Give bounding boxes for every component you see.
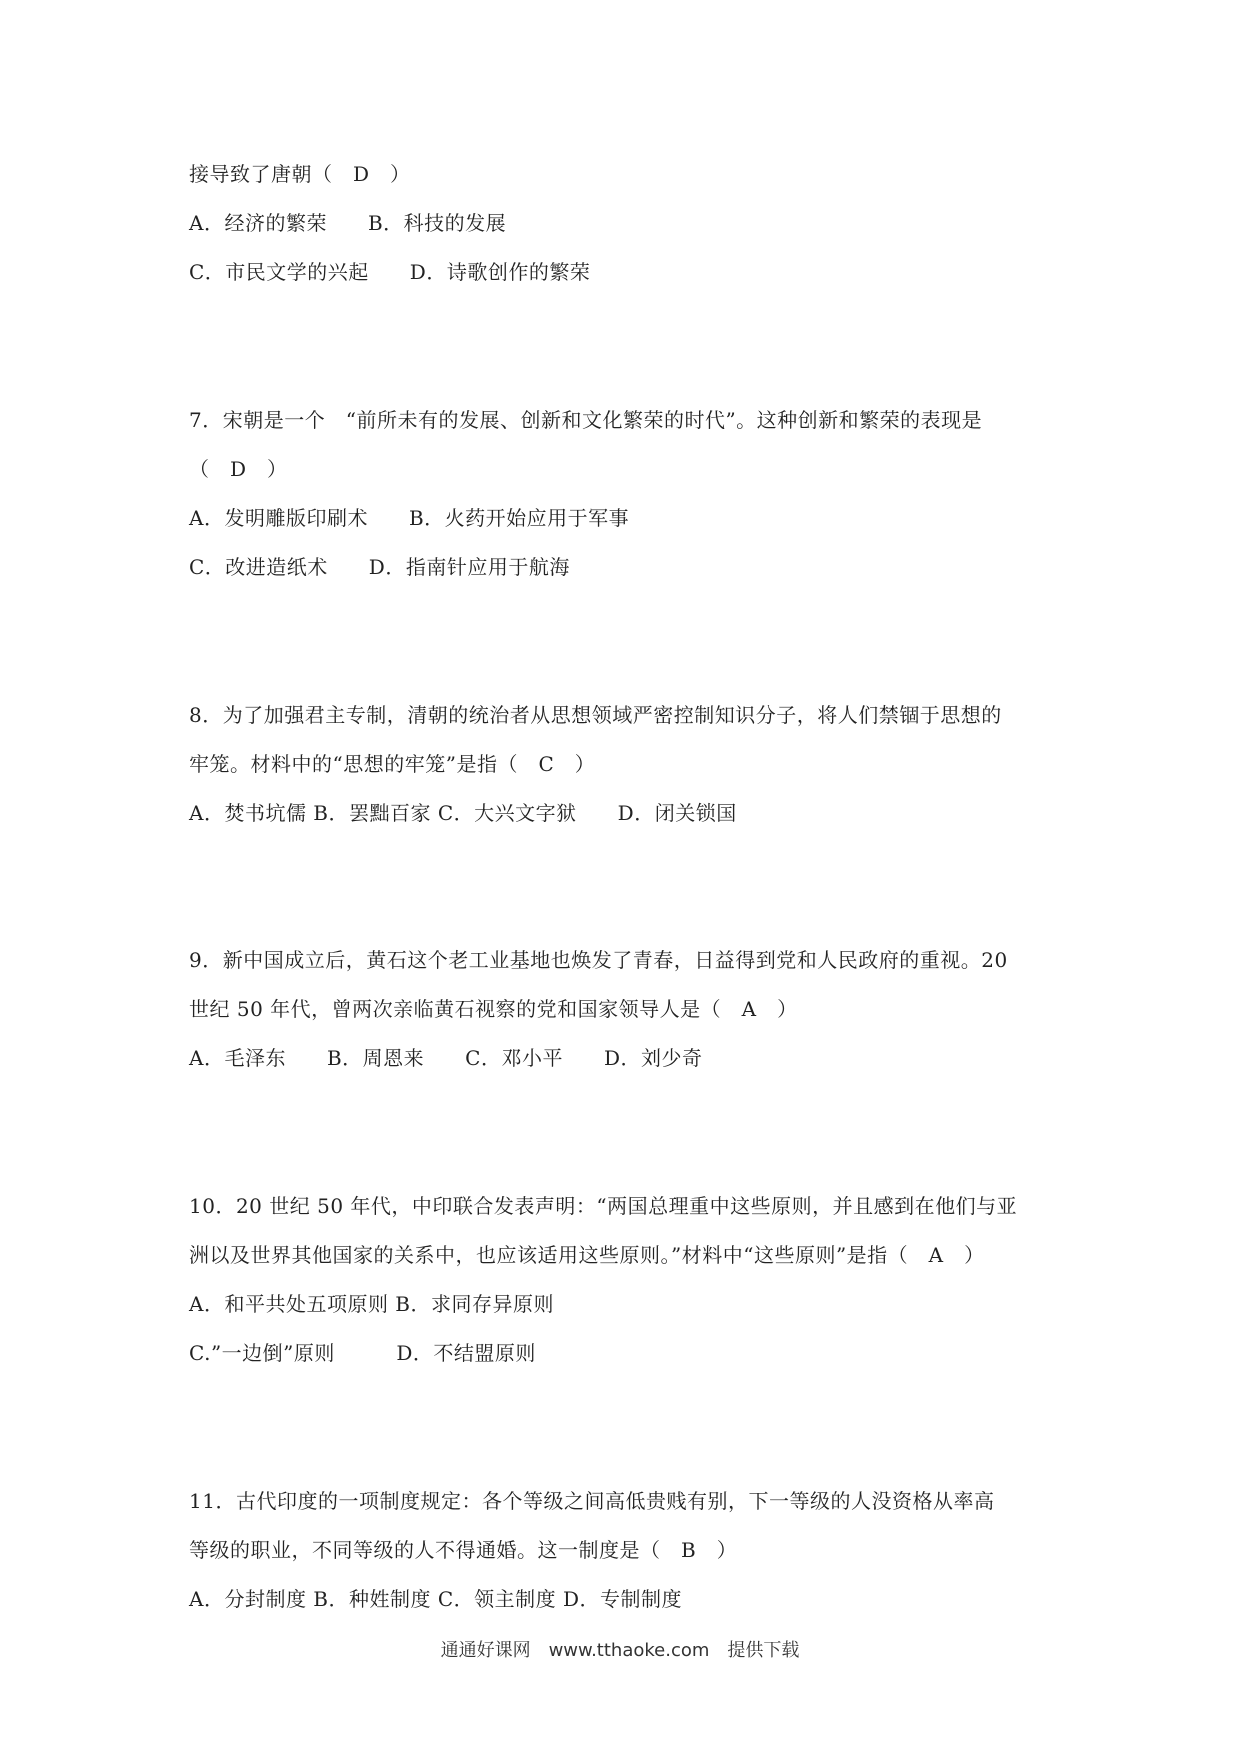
q11-options: A．分封制度 B．种姓制度 C．领主制度 D．专制制度 (189, 1587, 683, 1611)
q10-options-ab: A．和平共处五项原则 B．求同存异原则 (189, 1292, 554, 1316)
q11-stem-line-1: 11．古代印度的一项制度规定：各个等级之间高低贵贱有别，下一等级的人没资格从率高 (189, 1489, 995, 1513)
page-footer: 通通好课网 www.tthaoke.com 提供下载 (440, 1640, 800, 1661)
q9-stem-line-2: 世纪 50 年代，曾两次亲临黄石视察的党和国家领导人是（ A ） (189, 997, 798, 1021)
q8-options: A．焚书坑儒 B．罢黜百家 C．大兴文字狱 D．闭关锁国 (189, 801, 737, 825)
q10-options-cd: C.”一边倒”原则 D．不结盟原则 (189, 1341, 536, 1365)
q7-stem-line-1: 7．宋朝是一个 “前所未有的发展、创新和文化繁荣的时代”。这种创新和繁荣的表现是 (189, 408, 983, 432)
q11-stem-line-2: 等级的职业，不同等级的人不得通婚。这一制度是（ B ） (189, 1538, 738, 1562)
q6-options-cd: C．市民文学的兴起 D．诗歌创作的繁荣 (189, 260, 591, 284)
q7-options-cd: C．改进造纸术 D．指南针应用于航海 (189, 555, 570, 579)
q9-options: A．毛泽东 B．周恩来 C．邓小平 D．刘少奇 (189, 1046, 703, 1070)
q9-stem-line-1: 9．新中国成立后，黄石这个老工业基地也焕发了青春，日益得到党和人民政府的重视。20 (189, 948, 1008, 972)
q6-stem-line: 接导致了唐朝（ D ） (189, 162, 411, 186)
q6-options-ab: A．经济的繁荣 B．科技的发展 (189, 211, 507, 235)
q7-stem-line-2: （ D ） (189, 457, 288, 481)
q8-stem-line-2: 牢笼。材料中的“思想的牢笼”是指（ C ） (189, 752, 596, 776)
q10-stem-line-1: 10．20 世纪 50 年代，中印联合发表声明：“两国总理重中这些原则，并且感到在他们与亚 (189, 1194, 1018, 1218)
q8-stem-line-1: 8．为了加强君主专制，清朝的统治者从思想领域严密控制知识分子，将人们禁锢于思想的 (189, 703, 1002, 727)
q10-stem-line-2: 洲以及世界其他国家的关系中，也应该适用这些原则。”材料中“这些原则”是指（ A ） (189, 1243, 985, 1267)
q7-options-ab: A．发明雕版印刷术 B．火药开始应用于军事 (189, 506, 630, 530)
